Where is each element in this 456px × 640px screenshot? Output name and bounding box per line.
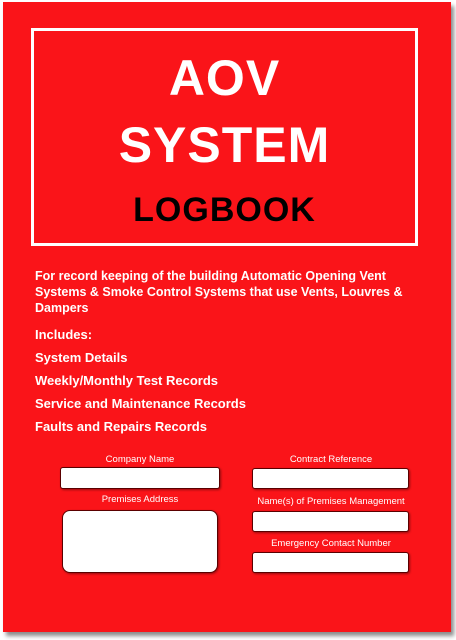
logbook-cover	[3, 2, 451, 632]
cover-description: For record keeping of the building Automatic Opening Vent Systems & Smoke Control Systems that use Vents, Louvres & Dampers	[35, 269, 403, 315]
title-logbook: LOGBOOK	[133, 191, 316, 229]
company-name-label: Company Name	[105, 454, 175, 465]
title-system: SYSTEM	[118, 117, 331, 173]
includes-heading: Includes:	[35, 327, 93, 342]
includes-item-faults-records: Faults and Repairs Records	[35, 419, 207, 434]
includes-item-test-records: Weekly/Monthly Test Records	[35, 373, 219, 388]
premises-address-label: Premises Address	[101, 494, 179, 505]
contract-reference-field[interactable]	[252, 468, 409, 489]
title-aov: AOV	[168, 50, 281, 106]
premises-address-field[interactable]	[62, 510, 218, 573]
company-name-field[interactable]	[60, 467, 220, 489]
title-box	[31, 28, 418, 246]
premises-management-field[interactable]	[252, 511, 409, 532]
premises-management-label: Name(s) of Premises Management	[257, 496, 405, 507]
contract-reference-label: Contract Reference	[289, 454, 373, 465]
emergency-contact-label: Emergency Contact Number	[271, 538, 391, 549]
includes-item-system-details: System Details	[35, 350, 128, 365]
includes-item-service-records: Service and Maintenance Records	[35, 396, 246, 411]
emergency-contact-field[interactable]	[252, 552, 409, 573]
